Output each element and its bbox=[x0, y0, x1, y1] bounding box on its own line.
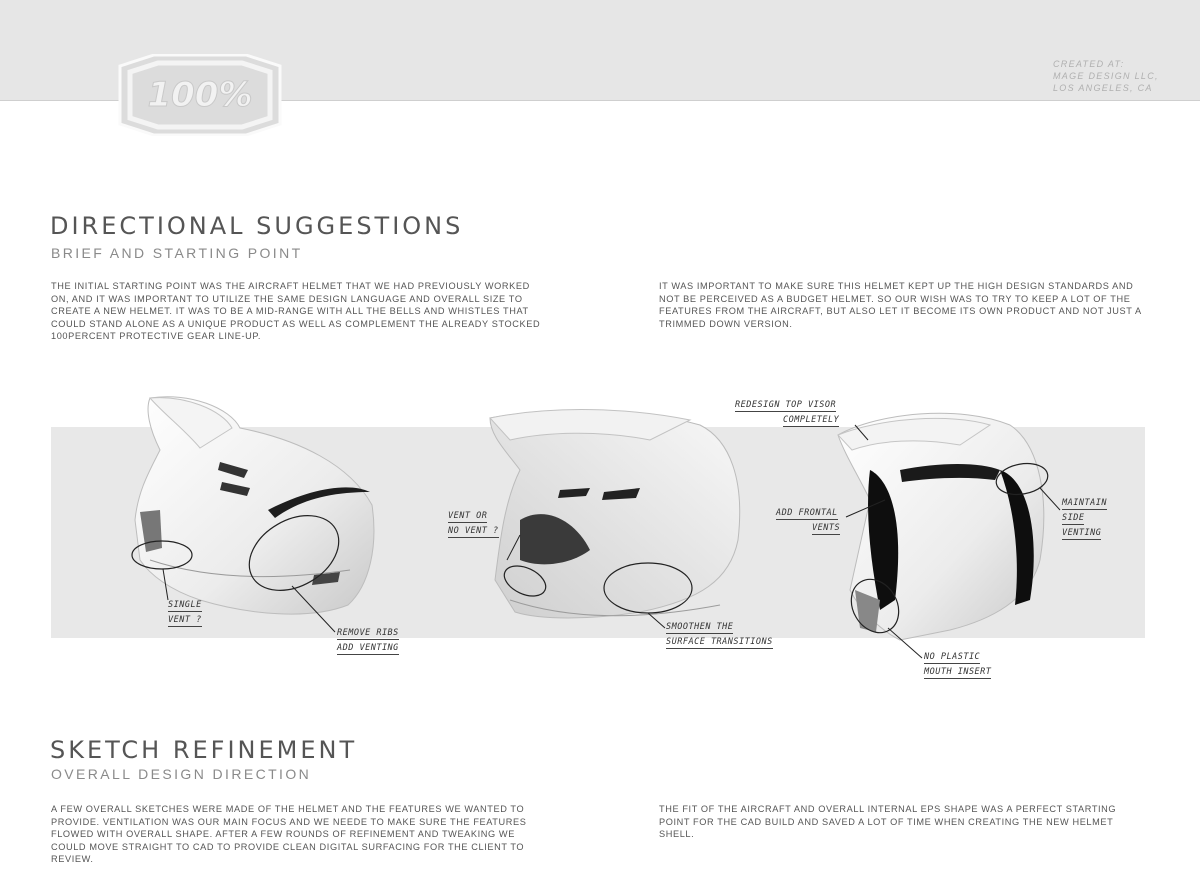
section1-title: DIRECTIONAL SUGGESTIONS bbox=[50, 212, 464, 240]
section1-subtitle: BRIEF AND STARTING POINT bbox=[51, 245, 303, 261]
annotation-maintain-side-venting bbox=[1062, 498, 1107, 543]
section1-paragraph-right: IT WAS IMPORTANT TO MAKE SURE THIS HELMET KEPT UP THE HIGH DESIGN STANDARDS AND NOT BE PERCEIVED AS A BUDGET HELMET. SO OUR WISH WAS TO TRY TO KEEP A LOT OF THE FEATURES FROM THE AIRCRAFT, BUT ALSO LET IT BECOME ITS OWN PRODUCT AND NOT JUST A TRIMMED DOWN VERSION. bbox=[659, 281, 1142, 329]
credit-line-3: LOS ANGELES, CA bbox=[1053, 83, 1153, 93]
annotation-line: SIDE bbox=[1062, 513, 1085, 523]
annotation-line: NO VENT ? bbox=[448, 526, 499, 536]
credit-line-1: CREATED AT: bbox=[1053, 59, 1125, 69]
annotation-vent-or-no-vent bbox=[448, 511, 499, 541]
section2-subtitle: OVERALL DESIGN DIRECTION bbox=[51, 766, 312, 782]
annotation-line: NO PLASTIC bbox=[924, 652, 981, 662]
annotation-line: REMOVE RIBS bbox=[337, 628, 399, 638]
helmet-three-quarter-view bbox=[490, 410, 740, 628]
annotation-line: SURFACE TRANSITIONS bbox=[666, 637, 773, 647]
annotation-line: ADD VENTING bbox=[337, 643, 399, 653]
svg-text:100%: 100% bbox=[147, 75, 253, 115]
annotation-frontal-vents bbox=[776, 508, 840, 538]
annotation-line: VENT OR bbox=[448, 511, 488, 521]
annotation-single-vent bbox=[168, 600, 202, 630]
annotation-remove-ribs bbox=[337, 628, 399, 658]
annotation-smoothen bbox=[666, 622, 773, 652]
annotation-line: REDESIGN TOP VISOR bbox=[735, 400, 837, 410]
annotation-line: VENTING bbox=[1062, 528, 1102, 538]
helmet-side-view bbox=[132, 397, 374, 632]
annotation-no-plastic-insert bbox=[924, 652, 991, 682]
section1-paragraph-left: THE INITIAL STARTING POINT WAS THE AIRCRAFT HELMET THAT WE HAD PREVIOUSLY WORKED ON, AND IT WAS IMPORTANT TO UTILIZE THE SAME DESIGN LANGUAGE AND OVERALL SIZE TO CREATE A NEW HELMET. IT WAS TO BE A MID-RANGE WITH ALL THE BELLS AND WHISTLES THAT COULD STAND ALONE AS A UNIQUE PRODUCT AS WELL AS COMPLEMENT THE ALREADY STOCKED 100PERCENT PROTECTIVE GEAR LINE-UP. bbox=[51, 281, 541, 342]
helmet-front-view bbox=[838, 413, 1060, 658]
section2-title: SKETCH REFINEMENT bbox=[50, 736, 358, 764]
annotation-line: SMOOTHEN THE bbox=[666, 622, 734, 632]
annotation-line: MOUTH INSERT bbox=[924, 667, 992, 677]
annotation-line: COMPLETELY bbox=[783, 415, 840, 425]
credit-line-2: MAGE DESIGN LLC, bbox=[1053, 71, 1159, 81]
annotation-line: SINGLE bbox=[168, 600, 202, 610]
section2-paragraph-right: THE FIT OF THE AIRCRAFT AND OVERALL INTERNAL EPS SHAPE WAS A PERFECT STARTING POINT FOR THE CAD BUILD AND SAVED A LOT OF TIME WHEN CREATING THE NEW HELMET SHELL. bbox=[659, 804, 1117, 840]
annotation-line: VENTS bbox=[812, 523, 841, 533]
section2-paragraph-left: A FEW OVERALL SKETCHES WERE MADE OF THE HELMET AND THE FEATURES WE WANTED TO PROVIDE. VENTILATION WAS OUR MAIN FOCUS AND WE NEEDE TO MAKE SURE THE FEATURES FLOWED WITH OVERALL SHAPE. AFTER A FEW ROUNDS OF REFINEMENT AND TWEAKING WE COULD MOVE STRAIGHT TO CAD TO PROVIDE CLEAN DIGITAL SURFACING FOR THE CLIENT TO REVIEW. bbox=[51, 804, 527, 865]
annotation-line: ADD FRONTAL bbox=[776, 508, 838, 518]
annotation-line: MAINTAIN bbox=[1062, 498, 1107, 508]
annotation-redesign-visor bbox=[735, 400, 839, 430]
annotation-line: VENT ? bbox=[168, 615, 202, 625]
